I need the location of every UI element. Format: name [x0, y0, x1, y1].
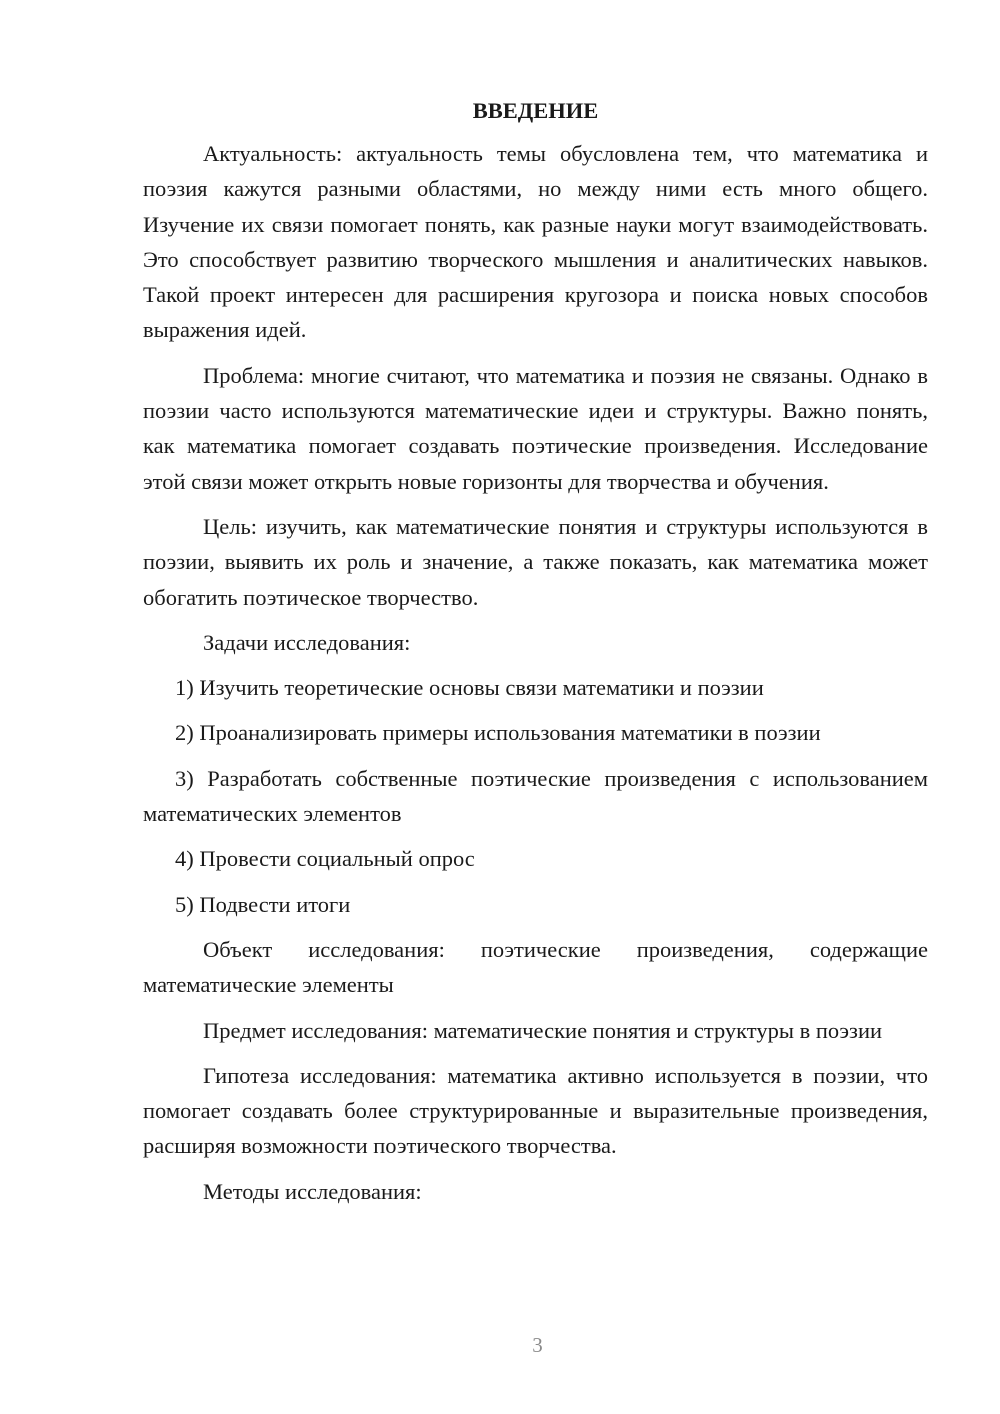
- list-item-task-2: 2) Проанализировать примеры использования математики в поэзии: [175, 720, 821, 746]
- paragraph-methods-heading: Методы исследования:: [203, 1178, 422, 1204]
- paragraph-hypothesis: Гипотеза исследования: математика активно используется в поэзии, что помогает создавать более структурированные и выразительные произведения, расширяя возможности поэтического творчества.: [143, 1062, 928, 1159]
- list-item-task-3: 3) Разработать собственные поэтические произведения с использованием математических элементов: [143, 765, 928, 827]
- paragraph-tasks-heading: Задачи исследования:: [203, 629, 411, 655]
- page-number: 3: [532, 1333, 543, 1357]
- paragraph-goal: Цель: изучить, как математические понятия и структуры используются в поэзии, выявить их роль и значение, а также показать, как математика может обогатить поэтическое творчество.: [143, 513, 928, 610]
- list-item-task-1: 1) Изучить теоретические основы связи математики и поэзии: [175, 675, 764, 701]
- page-content: [143, 96, 928, 1219]
- paragraph-problem: Проблема: многие считают, что математика и поэзия не связаны. Однако в поэзии часто используются математические идеи и структуры. Важно понять, как математика помогает создавать поэтические произведения. Исследование этой связи может открыть новые горизонты для творчества и обучения.: [143, 362, 928, 494]
- page-title: ВВЕДЕНИЕ: [472, 98, 599, 123]
- paragraph-relevance: Актуальность: актуальность темы обусловлена тем, что математика и поэзия кажутся разными областями, но между ними есть много общего. Изучение их связи помогает понять, как разные науки могут взаимодействовать. Это способствует развитию творческого мышления и аналитических навыков. Такой проект интересен для расширения кругозора и поиска новых способов выражения идей.: [143, 141, 928, 343]
- list-item-task-5: 5) Подвести итоги: [175, 891, 351, 917]
- list-item-task-4: 4) Провести социальный опрос: [175, 846, 475, 872]
- paragraph-object: Объект исследования: поэтические произведения, содержащие математические элементы: [143, 936, 928, 998]
- paragraph-subject: Предмет исследования: математические понятия и структуры в поэзии: [203, 1017, 883, 1043]
